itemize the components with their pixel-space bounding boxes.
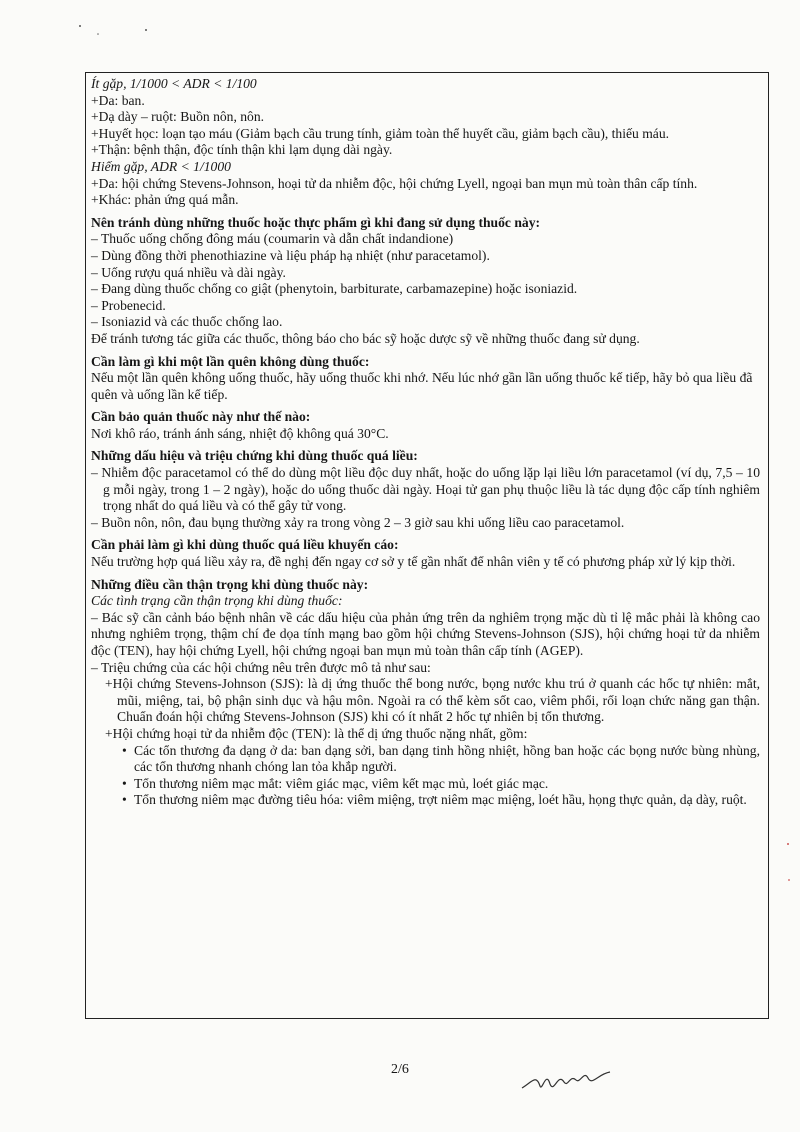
sjs-description: +Hội chứng Stevens-Johnson (SJS): là dị ứng thuốc thể bong nước, bọng nước khu trú ở quanh các hốc tự nhiên: mắt, mũi, miệng, tai, bộ phận sinh dục và hậu môn. Ngoài ra có thể kèm sốt cao, viêm phổi, rối loạn chức năng gan thận. Chuẩn đoán hội chứng Stevens-Johnson (SJS) khi có ít nhất 2 hốc tự nhiên bị tổn thương. <box>105 676 760 725</box>
avoid-item: – Thuốc uống chống đông máu (coumarin và dẫn chất indandione) <box>91 231 454 247</box>
ten-list-item: • Các tổn thương đa dạng ở da: ban dạng sởi, ban dạng tinh hồng nhiệt, hồng ban hoặc các bọng nước bùng nhùng, các tổn thương nhanh chóng lan tỏa khắp người. <box>134 743 760 776</box>
rare-item: +Khác: phản ứng quá mẫn. <box>91 192 239 208</box>
signature-image <box>518 1060 628 1100</box>
ten-list-item: • Tổn thương niêm mạc đường tiêu hóa: viêm miệng, trợt niêm mạc miệng, loét hầu, họng thực quản, dạ dày, ruột. <box>134 792 760 809</box>
margin-mark <box>784 840 794 900</box>
missed-dose-section <box>91 354 760 404</box>
avoid-item: – Đang dùng thuốc chống co giật (phenytoin, barbiturate, carbamazepine) hoặc isoniazid. <box>91 281 578 297</box>
document-frame <box>85 72 769 1019</box>
uncommon-heading: Ít gặp, 1/1000 < ADR < 1/100 <box>91 76 257 91</box>
overdose-signs-section <box>91 448 760 531</box>
ten-list <box>91 743 760 809</box>
missed-heading: Cần làm gì khi một lần quên không dùng thuốc: <box>91 353 370 369</box>
avoid-section <box>91 215 760 348</box>
ten-description: +Hội chứng hoại tử da nhiễm độc (TEN): là thể dị ứng thuốc nặng nhất, gồm: <box>105 725 528 741</box>
avoid-item: – Uống rượu quá nhiều và dài ngày. <box>91 264 286 280</box>
rare-item: +Da: hội chứng Stevens-Johnson, hoại tử da nhiễm độc, hội chứng Lyell, ngoại ban mụn mủ toàn thân cấp tính. <box>91 175 698 191</box>
rare-heading: Hiếm gặp, ADR < 1/1000 <box>91 158 231 174</box>
overdose-sign-item: – Buồn nôn, nôn, đau bụng thường xảy ra trong vòng 2 – 3 giờ sau khi uống liều cao paracetamol. <box>91 514 625 530</box>
storage-heading: Cần bảo quản thuốc này như thế nào: <box>91 409 311 425</box>
overdose-action-heading: Cần phải làm gì khi dùng thuốc quá liều khuyến cáo: <box>91 537 399 553</box>
adr-section <box>91 76 760 209</box>
avoid-heading: Nên tránh dùng những thuốc hoặc thực phẩm gì khi đang sử dụng thuốc này: <box>91 214 541 230</box>
uncommon-item: +Thận: bệnh thận, độc tính thận khi lạm dụng dài ngày. <box>91 142 393 158</box>
cautions-symptoms-intro: – Triệu chứng của các hội chứng nêu trên được mô tả như sau: <box>91 659 431 675</box>
uncommon-item: +Da: ban. <box>91 92 145 108</box>
cautions-subheading: Các tình trạng cần thận trọng khi dùng thuốc: <box>91 593 343 609</box>
storage-section <box>91 409 760 442</box>
storage-text: Nơi khô ráo, tránh ánh sáng, nhiệt độ không quá 30°C. <box>91 425 389 441</box>
missed-text: Nếu một lần quên không uống thuốc, hãy uống thuốc khi nhớ. Nếu lúc nhớ gần lần uống thuốc kế tiếp, hãy bỏ qua liều đã quên và uống lần kế tiếp. <box>91 370 753 402</box>
ten-list-item: • Tổn thương niêm mạc mắt: viêm giác mạc, viêm kết mạc mủ, loét giác mạc. <box>134 776 760 793</box>
avoid-item: – Dùng đồng thời phenothiazine và liệu pháp hạ nhiệt (như paracetamol). <box>91 247 490 263</box>
avoid-item: – Probenecid. <box>91 297 166 313</box>
cautions-warning: – Bác sỹ cần cảnh báo bệnh nhân về các dấu hiệu của phản ứng trên da nghiêm trọng mặc dù tỉ lệ mắc phải là không cao nhưng nghiêm trọng, thậm chí đe dọa tính mạng bao gồm hội chứng Stevens-Johnson (SJS), hội chứng hoại tử da nhiễm độc (TEN), hay hội chứng Lyell, hội chứng ngoại ban mụn mủ toàn thân cấp tính (AGEP). <box>91 609 760 658</box>
overdose-action-section <box>91 537 760 570</box>
overdose-sign-item: – Nhiễm độc paracetamol có thể do dùng một liều độc duy nhất, hoặc do uống lặp lại liều lớn paracetamol (ví dụ, 7,5 – 10 g mỗi ngày, trong 1 – 2 ngày), hoặc do uống thuốc dài ngày. Hoại tử gan phụ thuộc liều là tác dụng độc cấp tính nghiêm trọng nhất do quá liều và có thể gây tử vong. <box>91 465 760 514</box>
scan-specks <box>60 20 180 50</box>
page-number: 2/6 <box>391 1062 409 1077</box>
avoid-item: – Isoniazid và các thuốc chống lao. <box>91 314 283 330</box>
cautions-section <box>91 577 760 809</box>
overdose-action-text: Nếu trường hợp quá liều xảy ra, đề nghị đến ngay cơ sở y tế gần nhất để nhân viên y tế có phương pháp xử lý kịp thời. <box>91 554 736 570</box>
avoid-note: Để tránh tương tác giữa các thuốc, thông báo cho bác sỹ hoặc dược sỹ về những thuốc đang sử dụng. <box>91 330 640 346</box>
cautions-heading: Những điều cần thận trọng khi dùng thuốc này: <box>91 576 369 592</box>
overdose-signs-heading: Những dấu hiệu và triệu chứng khi dùng thuốc quá liều: <box>91 448 418 464</box>
uncommon-item: +Huyết học: loạn tạo máu (Giảm bạch cầu trung tính, giảm toàn thể huyết cầu, giảm bạch cầu), thiếu máu. <box>91 125 670 141</box>
uncommon-item: +Dạ dày – ruột: Buồn nôn, nôn. <box>91 109 265 125</box>
